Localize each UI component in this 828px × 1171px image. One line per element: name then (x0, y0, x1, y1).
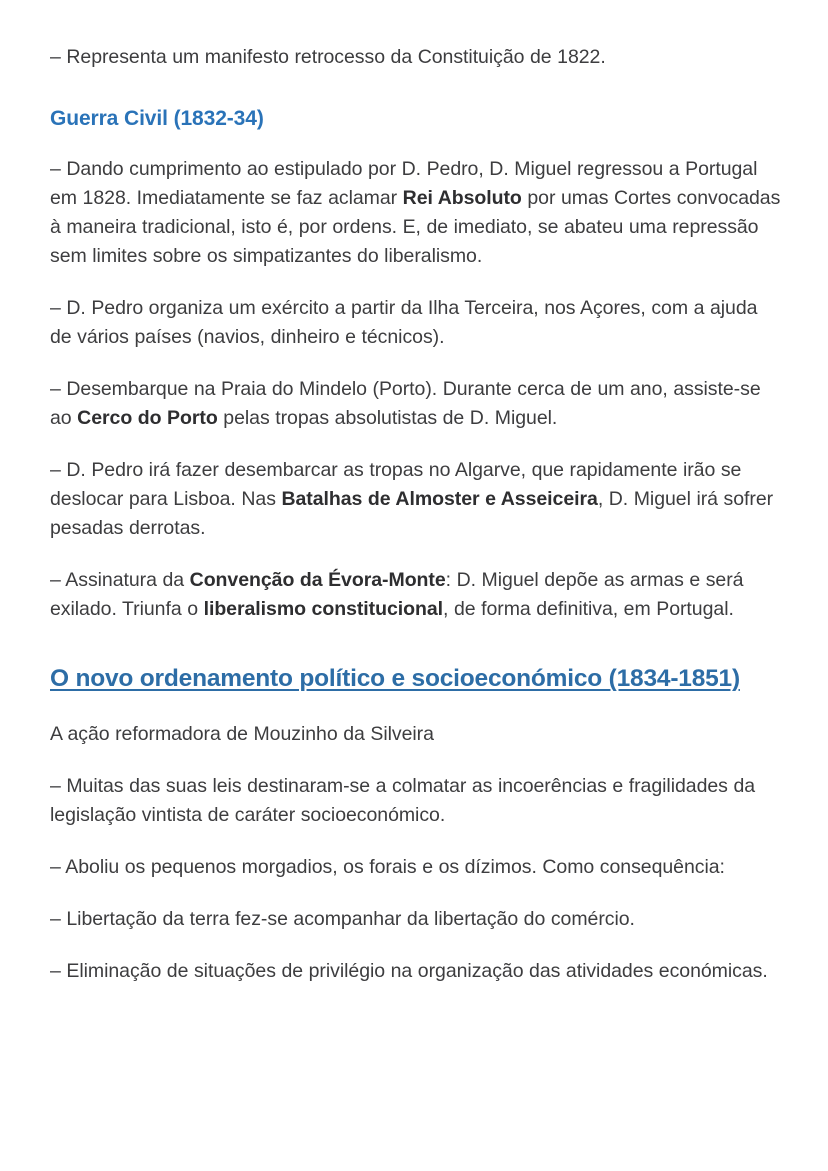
text-run: por umas Cortes convocadas à maneira tradicional, isto é, por ordens. E, de imediato, se abateu uma repressão sem limites sobre os simpatizantes do liberalismo. (50, 187, 781, 267)
paragraph-leis-incoerencias: – Muitas das suas leis destinaram-se a colmatar as incoerências e fragilidades da legislação vintista de caráter socioeconómico. (50, 775, 756, 826)
paragraph-morgadios-forais: – Aboliu os pequenos morgadios, os forais e os dízimos. Como consequência: (50, 856, 725, 878)
text-run: – Dando cumprimento ao estipulado por D. Pedro, D. Miguel regressou a Portugal em 1828. Imediatamente se faz aclamar (50, 158, 758, 209)
heading-novo-ordenamento: O novo ordenamento político e socioeconómico (1834-1851) (50, 665, 740, 692)
paragraph-eliminacao-privilegio: – Eliminação de situações de privilégio na organização das atividades económicas. (50, 960, 768, 982)
emphasis-term: liberalismo constitucional (203, 598, 444, 620)
paragraph-dom-miguel-regresso (50, 155, 782, 271)
paragraph-libertacao-terra: – Libertação da terra fez-se acompanhar da libertação do comércio. (50, 908, 635, 930)
text-run: – D. Pedro irá fazer desembarcar as tropas no Algarve, que rapidamente irão se deslocar para Lisboa. Nas (50, 459, 742, 510)
text-run: , de forma definitiva, em Portugal. (443, 598, 734, 620)
text-run: – Assinatura da (50, 569, 190, 591)
paragraph-intro-retrocesso: – Representa um manifesto retrocesso da Constituição de 1822. (50, 46, 606, 68)
paragraph-evora-monte (50, 566, 782, 624)
paragraph-exercito-acores: – D. Pedro organiza um exército a partir da Ilha Terceira, nos Açores, com a ajuda de vários países (navios, dinheiro e técnicos). (50, 297, 758, 348)
text-run: pelas tropas absolutistas de D. Miguel. (217, 407, 558, 429)
text-run: – Desembarque na Praia do Mindelo (Porto). Durante cerca de um ano, assiste-se ao (50, 378, 761, 429)
emphasis-term: Rei Absoluto (402, 187, 522, 209)
emphasis-term: Convenção da Évora-Monte (189, 569, 446, 591)
paragraph-mindelo-cerco (50, 375, 782, 433)
document-content (50, 43, 782, 1009)
text-run: : D. Miguel depõe as armas e será exilado. Triunfa o (50, 569, 744, 620)
emphasis-term: Batalhas de Almoster e Asseiceira (281, 488, 598, 510)
emphasis-term: Cerco do Porto (77, 407, 218, 429)
paragraph-mouzinho-intro: A ação reformadora de Mouzinho da Silveira (50, 723, 434, 745)
heading-guerra-civil: Guerra Civil (1832-34) (50, 107, 264, 130)
text-run: , D. Miguel irá sofrer pesadas derrotas. (50, 488, 774, 539)
paragraph-algarve-batalhas (50, 456, 782, 543)
